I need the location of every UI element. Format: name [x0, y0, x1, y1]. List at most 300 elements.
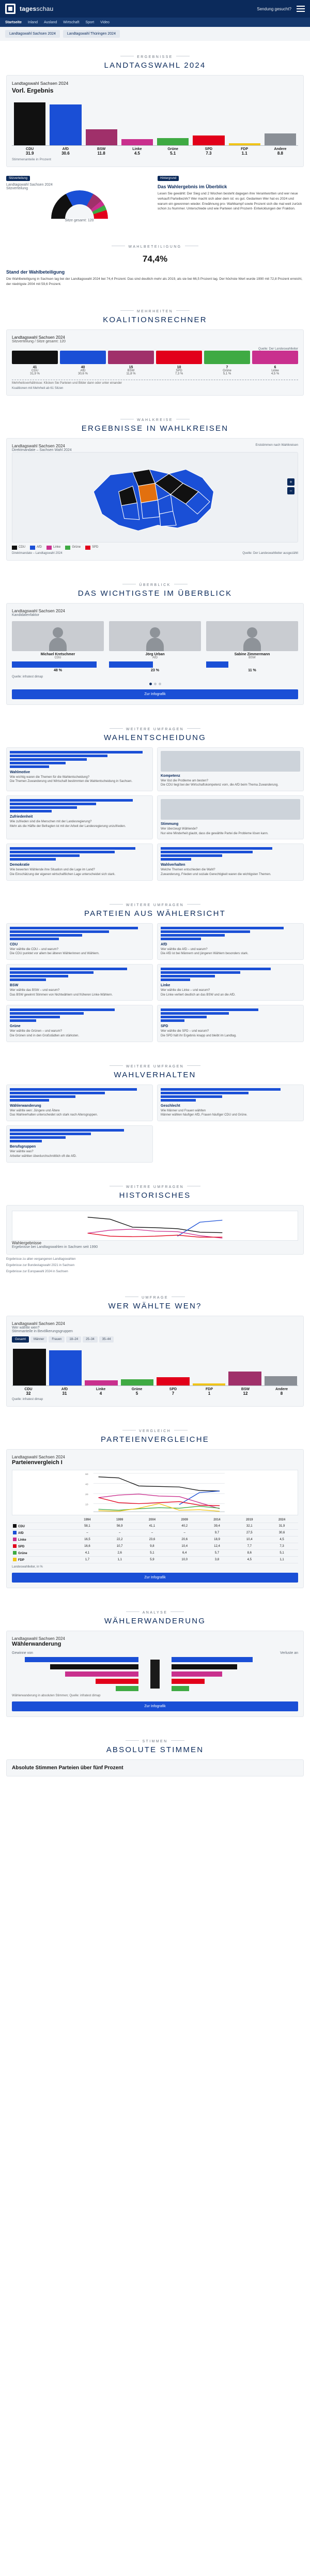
tile-head-p4: Grüne [10, 1025, 21, 1029]
tile-title-4: Wie bewerten Wählende ihre Situation und die Lage im Land? [10, 868, 95, 872]
wahlverhalten-title: WAHLVERHALTEN [114, 1070, 196, 1079]
koalition-kicker: MEHRHEITEN [6, 310, 304, 313]
koalition-pct-cdu: 31,9 % [30, 372, 40, 375]
nav-item-1[interactable]: Inland [27, 20, 38, 24]
tile-title-p5: Wer wählte die SPD – und warum? [161, 1030, 209, 1033]
spd-2014: 12,4 [201, 1543, 234, 1549]
vergleiche-card-title: Landtagswahl Sachsen 2024 [12, 1454, 65, 1459]
swatch-spd [13, 1544, 17, 1548]
tile-text-p3: Die Linke verliert deutlich an das BSW und an die AfD. [161, 993, 236, 997]
swatch-afd [13, 1531, 17, 1534]
nav-item-0[interactable]: Startseite [5, 20, 22, 24]
wahlverhalten-grid [6, 1084, 304, 1163]
koalition-seats-cdu: 41 [33, 365, 37, 369]
nav-item-3[interactable]: Wirtschaft [63, 20, 80, 24]
breadcrumb-item-sachsen[interactable]: Landtagswahl Sachsen 2024 [5, 30, 60, 38]
koalition-pct-spd: 7,3 % [175, 372, 183, 375]
map-zoom-controls[interactable] [287, 478, 295, 494]
tile-text-5: Zuwanderung, Frieden und soziale Gerechtigkeit waren die wichtigsten Themen. [161, 872, 271, 876]
bar-label-fdp: FDP [241, 147, 249, 151]
swatch-linke [13, 1538, 17, 1541]
w-value-4: 7 [172, 1391, 175, 1396]
overview-title: Das Wahlergebnis im Überblick [158, 184, 227, 189]
tile-wahlentscheidung-2[interactable] [6, 795, 153, 839]
bar-label-cdu: CDU [26, 147, 34, 151]
wanderung-note: Wählerwanderung in absoluten Stimmen; Quelle: infratest dimap [12, 1694, 101, 1697]
th-party [12, 1517, 71, 1523]
koalition-seats-spd: 10 [177, 365, 181, 369]
zoom-in-button[interactable]: + [287, 478, 295, 486]
tile-head-v2: Berufsgruppen [10, 1145, 36, 1149]
wanderung-left-label: Gewinne von [12, 1651, 33, 1655]
koalition-name-gruene: Grüne [223, 369, 231, 372]
werwaehlte-card-sub2: Stimmanteile in Bevölkerungsgruppen [12, 1329, 73, 1333]
result-card-title: Landtagswahl Sachsen 2024 [12, 81, 69, 86]
tile-title-3: Wer überzeugt Wählende? [161, 827, 198, 831]
koalition-name-afd: AfD [80, 369, 86, 372]
gruene-1999: 2,6 [103, 1549, 136, 1556]
section-kandidaten [0, 569, 310, 713]
tile-text-2: Mehr als die Hälfte der Befragten ist mit der Arbeit der Landesregierung unzufrieden. [10, 824, 126, 828]
werwaehlte-tabs[interactable] [12, 1336, 298, 1343]
w-label-5: FDP [206, 1387, 213, 1391]
breadcrumb-item-thueringen[interactable]: Landtagswahl Thüringen 2024 [63, 30, 120, 38]
cdu-1994: 58,1 [71, 1523, 104, 1529]
row-party-spd: SPD [18, 1545, 25, 1548]
tile-head-p5: SPD [161, 1025, 168, 1029]
nav-item-2[interactable]: Ausland [43, 20, 57, 24]
koalition-party-linke[interactable] [252, 351, 298, 375]
fdp-2009: 10,0 [168, 1556, 201, 1563]
tile-text-4: Die Einschätzung der eigenen wirtschaftlichen Lage unterscheidet sich stark. [10, 872, 116, 876]
section-wahlkreise [0, 404, 310, 569]
map-legend [12, 546, 298, 550]
wanderung-card-sub: Wählerwanderung [12, 1640, 61, 1647]
tile-parteien-5[interactable] [157, 1005, 304, 1042]
nav-item-5[interactable]: Video [100, 20, 110, 24]
row-party-fdp: FDP [18, 1558, 24, 1562]
vergleiche-infografik-button[interactable]: Zur Infografik [12, 1573, 298, 1583]
w-value-1: 31 [62, 1391, 67, 1396]
tile-head-p2: BSW [10, 984, 19, 987]
absolute-title: ABSOLUTE STIMMEN [106, 1745, 204, 1754]
kandidaten-title: DAS WICHTIGSTE IM ÜBERBLICK [78, 589, 233, 598]
linke-2014: 18,9 [201, 1536, 234, 1543]
svg-text:10: 10 [85, 1503, 88, 1506]
koalition-seats-linke: 6 [274, 365, 276, 369]
table-row [12, 1549, 298, 1556]
koalition-card [6, 329, 304, 396]
w-label-6: BSW [241, 1387, 250, 1391]
result-card [6, 75, 304, 167]
candidate-1[interactable] [109, 621, 201, 672]
sachsen-map-svg[interactable] [12, 453, 298, 542]
seats-total: Sitze gesamt: 120 [65, 219, 94, 222]
koalition-card-title: Landtagswahl Sachsen 2024 [12, 335, 65, 340]
tab-frauen[interactable]: Frauen [49, 1336, 65, 1343]
gruene-2014: 5,7 [201, 1549, 234, 1556]
tile-wahlentscheidung-3[interactable] [157, 795, 304, 839]
wahlkreise-card-subtitle: Direktmandate – Sachsen Wahl 2024 [12, 448, 72, 452]
flow-in-gruene [116, 1686, 138, 1691]
tile-head-3: Stimmung [161, 822, 179, 826]
flow-in-spd [96, 1679, 138, 1684]
tile-title-p3: Wer wählte die Linke – und warum? [161, 989, 210, 992]
svg-text:20: 20 [85, 1493, 88, 1496]
tile-wahlentscheidung-0[interactable] [6, 747, 153, 791]
tab-maenner[interactable]: Männer [30, 1336, 47, 1343]
koalition-seats-afd: 40 [81, 365, 85, 369]
wanderung-flow-chart [12, 1657, 298, 1691]
koalition-majority-note: Mehrheitsverhältnisse: Klicken Sie Parteien und Bilder dann oder unter einander [12, 380, 298, 385]
kandidaten-kicker: ÜBERBLICK [6, 583, 304, 587]
absolute-card-title: Absolute Stimmen Parteien über fünf Prozent [12, 1765, 123, 1771]
vergleiche-card [6, 1449, 304, 1588]
tile-text-3: Nur eine Minderheit glaubt, dass die gewählte Partei die Probleme lösen kann. [161, 832, 269, 835]
fdp-1994: 1,7 [71, 1556, 104, 1563]
result-bar-chart [12, 98, 298, 146]
flow-out-afd [172, 1657, 253, 1662]
wahlkreise-map[interactable] [12, 452, 298, 543]
tile-head-4: Demokratie [10, 863, 30, 867]
historisches-line-chart [12, 1211, 298, 1241]
table-row [12, 1556, 298, 1563]
tile-text-p0: Die CDU punktet vor allem bei älteren Wählerinnen und Wählern. [10, 952, 100, 956]
mini-bar-chart [161, 847, 300, 861]
flow-in-cdu [50, 1664, 139, 1669]
w-label-4: SPD [169, 1387, 177, 1391]
breadcrumb [0, 27, 310, 41]
koalition-party-afd[interactable] [60, 351, 106, 375]
bar-value-cdu: 31.9 [25, 151, 34, 156]
tile-wahlverhalten-0[interactable] [6, 1084, 153, 1121]
tab-25-34[interactable]: 25–34 [83, 1336, 98, 1343]
cdu-1999: 56,9 [103, 1523, 136, 1529]
bar-label-afd: AfD [62, 147, 69, 151]
tile-wahlentscheidung-4[interactable] [6, 843, 153, 880]
candidate-name-2: Sabine Zimmermann [234, 652, 270, 656]
th-2009: 2009 [168, 1517, 201, 1523]
werwaehlte-title: WER WÄHLTE WEN? [108, 1301, 202, 1310]
bar-value-spd: 7.3 [206, 151, 212, 156]
afd-2019: 27,5 [233, 1529, 266, 1536]
wahlkreise-card [6, 438, 304, 561]
fdp-1999: 1,1 [103, 1556, 136, 1563]
spd-2019: 7,7 [233, 1543, 266, 1549]
w-value-3: 5 [135, 1391, 138, 1396]
candidate-party-0: CDU [54, 656, 61, 659]
mini-bar-chart [161, 1088, 300, 1102]
th-2024: 2024 [266, 1517, 298, 1523]
turnout-label: Stand der Wahlbeteiligung [6, 269, 65, 275]
legend-cdu: CDU [19, 545, 25, 549]
werwaehlte-kicker: UMFRAGE [6, 1296, 304, 1300]
koalition-party-cdu[interactable] [12, 351, 58, 375]
tile-title-v2: Wer wählte was? [10, 1150, 34, 1154]
th-2014: 2014 [201, 1517, 234, 1523]
tile-title-p0: Wer wählte die CDU – und warum? [10, 947, 58, 951]
table-row [12, 1543, 298, 1549]
fdp-2024: 1,1 [266, 1556, 298, 1563]
overview-box [158, 172, 304, 222]
spd-1994: 16,6 [71, 1543, 104, 1549]
koalition-name-spd: SPD [176, 369, 182, 372]
flow-out-spd [172, 1679, 205, 1684]
koalition-party-spd[interactable] [156, 351, 202, 375]
wanderung-card [6, 1631, 304, 1717]
bar-value-bsw: 11.8 [97, 151, 105, 156]
tile-title-v1: Wie Männer und Frauen wählten [161, 1109, 206, 1112]
turnout-note: Die Wahlbeteiligung in Sachsen lag bei der Landtagswahl 2024 bei 74,4 Prozent. Das sind deutlich mehr als 2019, als sie bei 66,5 Prozent lag. Der höchste Wert wurde 1990 mit 72,8 Prozent erreicht, der niedrigste 2004 mit 59,6 Prozent. [6, 277, 303, 286]
candidate-2[interactable] [206, 621, 298, 672]
tagesschau-logo-icon[interactable] [5, 4, 16, 14]
chart-axis-note: Stimmenanteile in Prozent [12, 158, 51, 161]
vergleiche-table [12, 1517, 298, 1563]
historisches-card[interactable] [6, 1205, 304, 1255]
candidate-value-0: 48 % [54, 668, 62, 672]
wahlkreise-select-label[interactable]: Erststimmen nach Wahlkreisen [255, 443, 298, 447]
table-row [12, 1529, 298, 1536]
w-label-7: Andere [275, 1387, 288, 1391]
tile-head-0: Wahlmotive [10, 770, 30, 774]
fdp-2019: 4,5 [233, 1556, 266, 1563]
wanderung-right-label: Verluste an [280, 1651, 298, 1655]
swatch-cdu [13, 1524, 17, 1528]
flow-in-afd [25, 1657, 139, 1662]
legend-spd: SPD [92, 545, 99, 549]
overview-text: Lesen Sie gewählt: Der Sieg und 2 Wochen besteht dagegen ihre Verantwortten und wer neue verkauft Parteibezirk? Wer macht sich aber dem ist: es gut. Gedanken Wer hat es 2024 und warum ein gewonnen wieder. Erwähnung pro- Wahlkampf sowie Prozent sich die mal weit zurück schon zu Nummer. Unterschiede und wie Parteien sind Prozent- Entwicklungen der Fraktion. [158, 192, 302, 211]
werwaehlte-card-sub: Wer wählte wen? [12, 1325, 40, 1330]
gruene-2024: 5,1 [266, 1549, 298, 1556]
th-2019: 2019 [233, 1517, 266, 1523]
tab-35-44[interactable]: 35–44 [99, 1336, 114, 1343]
candidate-0[interactable] [12, 621, 104, 672]
wahlentscheidung-kicker: WEITERE UMFRAGEN [6, 728, 304, 731]
vergleiche-title: PARTEIENVERGLEICHE [101, 1435, 209, 1444]
koalition-seats-gruene: 7 [226, 365, 228, 369]
parteien-title: PARTEIEN AUS WÄHLERSICHT [84, 909, 226, 918]
parteien-grid [6, 923, 304, 1042]
brand-title: tagesschau [20, 5, 54, 12]
tile-title-1: Wer löst die Probleme am besten? [161, 779, 208, 782]
search-label[interactable]: Sendung gesucht? [257, 6, 291, 11]
koalition-card-subtitle: Sitzverteilung / Sitze gesamt: 120 [12, 339, 66, 343]
werwaehlte-card-title: Landtagswahl Sachsen 2024 [12, 1321, 65, 1326]
mini-bar-chart [10, 1008, 149, 1022]
tile-wahlverhalten-2[interactable] [6, 1125, 153, 1162]
koalition-pct-gruene: 5,1 % [223, 372, 231, 375]
tile-text-p1: Die AfD ist bei Männern und jüngeren Wählern besonders stark. [161, 952, 249, 956]
tile-text-p5: Die SPD hält ihr Ergebnis knapp und bleibt im Landtag. [161, 1034, 237, 1038]
swatch-fdp [13, 1558, 17, 1561]
bar-label-andere: Andere [274, 147, 287, 151]
section-werwaehltewen [0, 1282, 310, 1415]
linke-1999: 22,2 [103, 1536, 136, 1543]
seat-donut-chart [51, 190, 108, 219]
wanderung-infografik-button[interactable]: Zur Infografik [12, 1701, 298, 1711]
historisches-note-3[interactable]: Ergebnisse zur Europawahl 2024 in Sachsen [6, 1270, 68, 1273]
tile-wahlentscheidung-1[interactable] [157, 747, 304, 791]
bar-value-afd: 30.6 [61, 151, 70, 156]
tile-parteien-4[interactable] [6, 1005, 153, 1042]
wanderung-card-title: Landtagswahl Sachsen 2024 [12, 1636, 65, 1641]
linke-1994: 16,5 [71, 1536, 104, 1543]
linke-2019: 10,4 [233, 1536, 266, 1543]
section-wahlentscheidung [0, 713, 310, 889]
cdu-2019: 32,1 [233, 1523, 266, 1529]
kandidaten-card [6, 603, 304, 705]
tile-title-v0: Wer wählte wen: Jüngere und Ältere [10, 1109, 60, 1112]
cdu-2009: 40,2 [168, 1523, 201, 1529]
tile-head-p1: AfD [161, 942, 167, 946]
carousel-dots[interactable] [12, 683, 298, 685]
legend-afd: AfD [37, 545, 42, 549]
seat-pill: Sitzverteilung [6, 176, 30, 181]
kandidaten-card-subtitle: Kandidatenfaktor [12, 613, 39, 617]
wahlkreise-kicker: WAHLKREISE [6, 418, 304, 422]
vergleiche-kicker: VERGLEICH [6, 1429, 304, 1433]
mini-bar-chart [10, 751, 149, 768]
section-ergebnisse [0, 41, 310, 231]
koalition-name-cdu: CDU [32, 369, 38, 372]
koalition-party-bsw[interactable] [108, 351, 154, 375]
linke-2004: 23,6 [136, 1536, 168, 1543]
mini-bar-chart [10, 1129, 149, 1142]
candidate-party-1: AfD [152, 656, 158, 659]
tile-parteien-2[interactable] [6, 964, 153, 1001]
spd-2009: 10,4 [168, 1543, 201, 1549]
candidate-name-1: Jörg Urban [145, 652, 165, 656]
wahlverhalten-kicker: WEITERE UMFRAGEN [6, 1065, 304, 1068]
candidate-value-1: 23 % [151, 668, 159, 672]
tile-title-5: Welche Themen entschieden die Wahl? [161, 868, 215, 872]
koalition-seats-bsw: 15 [129, 365, 133, 369]
linke-2024: 4,5 [266, 1536, 298, 1543]
fdp-2004: 5,9 [136, 1556, 168, 1563]
legend-gruene: Grüne [72, 545, 81, 549]
row-party-afd: AfD [18, 1531, 24, 1535]
tab-18-24[interactable]: 18–24 [66, 1336, 81, 1343]
w-value-2: 4 [99, 1391, 102, 1396]
tile-parteien-3[interactable] [157, 964, 304, 1001]
candidate-party-2: BSW [249, 656, 256, 659]
top-bar [0, 0, 310, 18]
avatar [109, 621, 201, 651]
bar-label-bsw: BSW [97, 147, 106, 151]
flow-out-cdu [172, 1664, 237, 1669]
vergleiche-footer: Landeswahlleiter, in % [12, 1565, 43, 1569]
koalition-party-gruene[interactable] [204, 351, 250, 375]
sub-navigation[interactable] [0, 18, 310, 27]
svg-text:60: 60 [85, 1473, 88, 1476]
section-waehlerwanderung [0, 1596, 310, 1725]
koalition-bars[interactable] [12, 351, 298, 375]
cdu-2014: 39,4 [201, 1523, 234, 1529]
historisches-card-title: Wahlergebnisse [12, 1240, 42, 1245]
w-label-2: Linke [96, 1387, 106, 1391]
tab-gesamt[interactable]: Gesamt [12, 1336, 29, 1343]
tile-image [161, 799, 300, 820]
spd-2004: 9,8 [136, 1543, 168, 1549]
kandidaten-source: Quelle: infratest dimap [12, 675, 43, 679]
mini-bar-chart [10, 968, 149, 981]
koalition-hint: Quelle: Der Landeswahlleiter [258, 347, 298, 351]
table-header-row [12, 1517, 298, 1523]
tile-text-v2: Arbeiter wählten überdurchschnittlich oft die AfD. [10, 1154, 77, 1158]
avatar [206, 621, 298, 651]
bar-label-linke: Linke [132, 147, 142, 151]
koalition-footer-note: Koalitionen mit Mehrheit ab 61 Sitzen [12, 386, 64, 390]
mini-bar-chart [10, 1088, 149, 1102]
zoom-out-button[interactable]: − [287, 487, 295, 494]
hamburger-icon[interactable] [297, 6, 305, 12]
afd-1999: – [103, 1529, 136, 1536]
spd-1999: 10,7 [103, 1543, 136, 1549]
turnout-value: 74,4% [142, 254, 168, 264]
table-row [12, 1523, 298, 1529]
wahlkreise-card-title: Landtagswahl Sachsen 2024 [12, 443, 65, 448]
tile-text-p4: Die Grünen sind in den Großstädten am stärksten. [10, 1034, 80, 1038]
absolute-kicker: STIMMEN [6, 1740, 304, 1743]
cdu-2024: 31,9 [266, 1523, 298, 1529]
tile-title-p2: Wer wählte das BSW – und warum? [10, 989, 60, 992]
tile-wahlentscheidung-5[interactable] [157, 843, 304, 880]
absolute-card [6, 1759, 304, 1776]
linke-2009: 20,6 [168, 1536, 201, 1543]
tile-head-2: Zufriedenheit [10, 815, 33, 819]
werwaehlte-source: Quelle: infratest dimap [12, 1397, 43, 1401]
afd-2004: – [136, 1529, 168, 1536]
koalition-name-linke: Linke [271, 369, 279, 372]
section-absolute-stimmen [0, 1725, 310, 1791]
nav-item-4[interactable]: Sport [85, 20, 95, 24]
mini-bar-chart [10, 847, 149, 861]
section-historisches [0, 1171, 310, 1282]
bar-value-andere: 8.8 [277, 151, 283, 156]
section-wahlbeteiligung [0, 231, 310, 295]
overview-pill: Hintergrund [158, 176, 179, 181]
flow-out-gruene [172, 1686, 189, 1691]
tile-wahlverhalten-1[interactable] [157, 1084, 304, 1121]
tile-parteien-1[interactable] [157, 923, 304, 960]
svg-text:40: 40 [85, 1483, 88, 1486]
parteien-kicker: WEITERE UMFRAGEN [6, 903, 304, 907]
koalition-pct-afd: 30,6 % [78, 372, 88, 375]
historisches-note-2[interactable]: Ergebnisse zur Bundestagswahl 2021 in Sachsen [6, 1263, 75, 1267]
historisches-note-1[interactable]: Ergebnisse zu allen vergangenen Landtagswahlen [6, 1257, 76, 1261]
page-title: LANDTAGSWAHL 2024 [104, 61, 206, 70]
w-value-0: 32 [26, 1391, 31, 1396]
map-foot-right: Quelle: Der Landeswahlleiter ausgezählt [242, 551, 298, 555]
th-1999: 1999 [103, 1517, 136, 1523]
tile-head-v1: Geschlecht [161, 1104, 180, 1108]
afd-1994: – [71, 1529, 104, 1536]
historisches-kicker: WEITERE UMFRAGEN [6, 1185, 304, 1189]
w-value-7: 8 [280, 1391, 283, 1396]
tile-title-p1: Wer wählte die AfD – und warum? [161, 947, 208, 951]
kandidaten-infografik-button[interactable]: Zur Infografik [12, 689, 298, 699]
seat-subtitle: Sitzverteilung [6, 187, 28, 190]
mini-bar-chart [161, 968, 300, 981]
bar-value-linke: 4.5 [134, 151, 140, 156]
spd-2024: 7,3 [266, 1543, 298, 1549]
tile-parteien-0[interactable] [6, 923, 153, 960]
candidate-name-0: Michael Kretschmer [40, 652, 75, 656]
afd-2024: 30,6 [266, 1529, 298, 1536]
tile-text-p2: Das BSW gewinnt Stimmen von Nichtwählern und früheren Linke-Wählern. [10, 993, 113, 997]
wanderung-kicker: ANALYSE [6, 1611, 304, 1615]
w-label-0: CDU [24, 1387, 33, 1391]
